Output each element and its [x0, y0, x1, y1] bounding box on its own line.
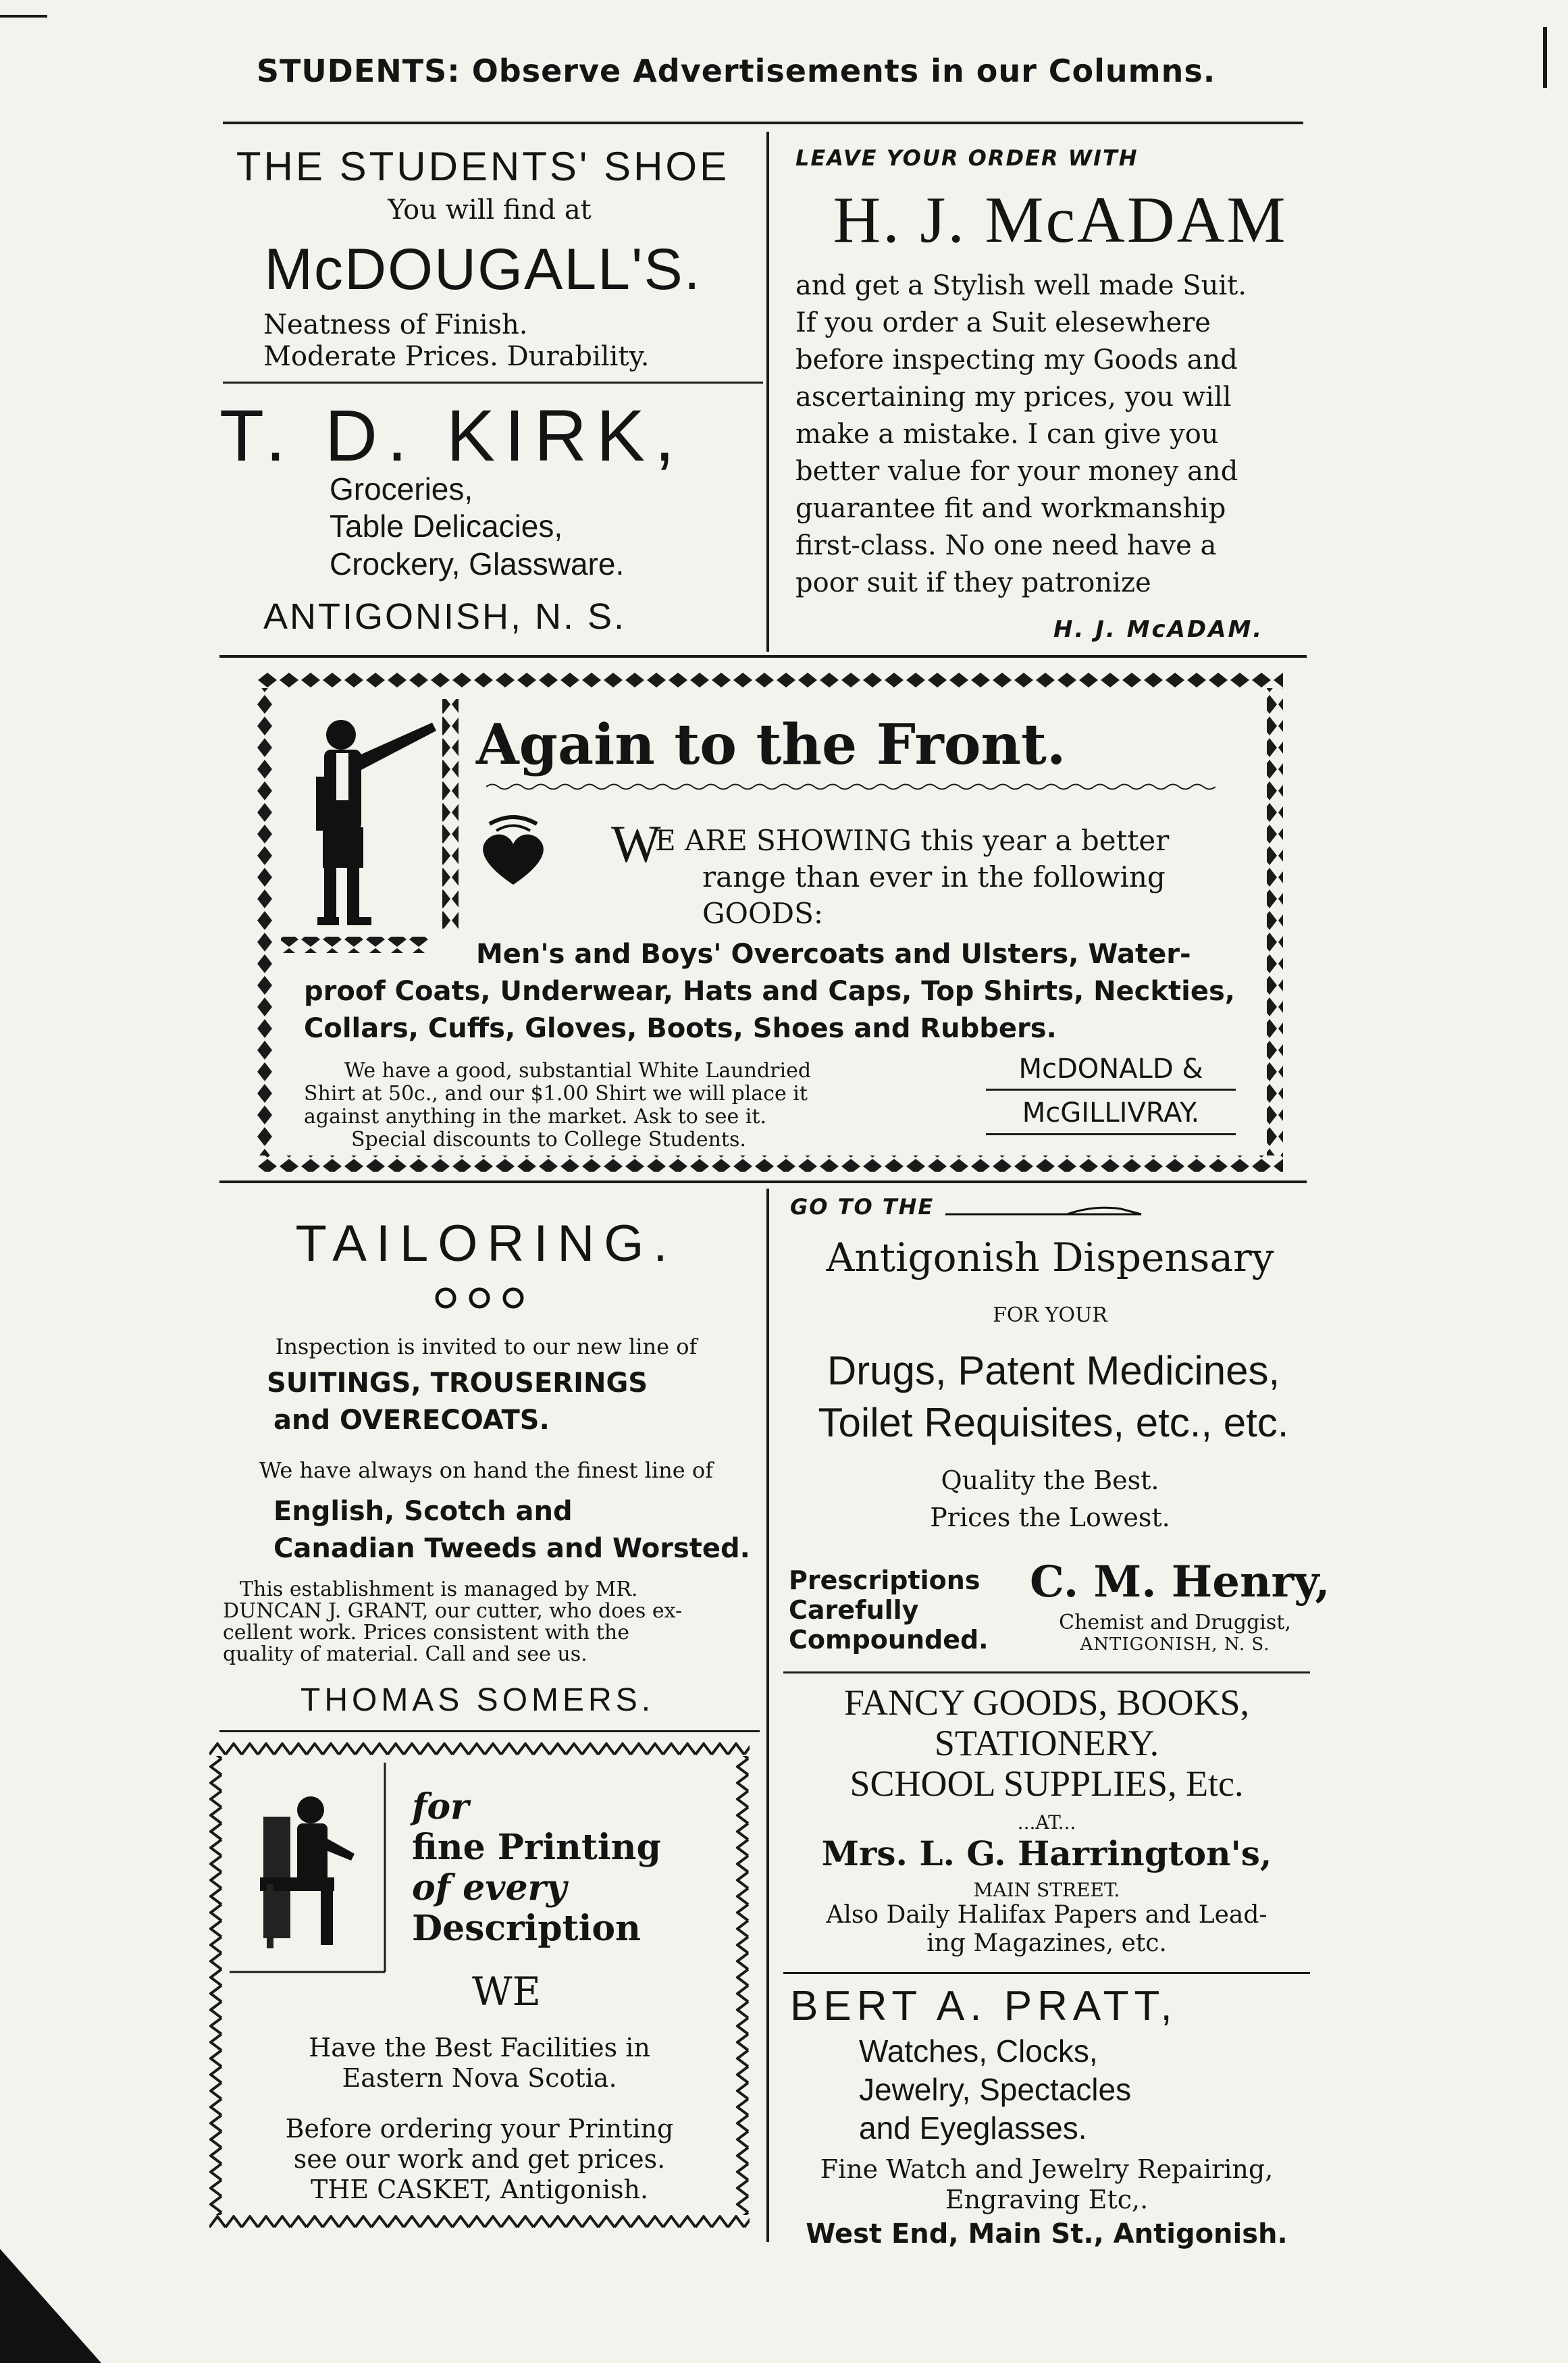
kirk-item-2: Table Delicacies, — [330, 509, 563, 544]
dispensary-rule — [783, 1671, 1310, 1673]
pratt-item-1: Watches, Clocks, — [859, 2033, 1098, 2069]
mcadam-body-7: guarantee fit and workmanship — [795, 493, 1226, 524]
tailoring-stock-intro: We have always on hand the finest line of — [259, 1457, 713, 1483]
dispensary-rx-3: Compounded. — [789, 1625, 989, 1655]
title-wavy-underline — [486, 782, 1216, 791]
printing-facilities-1: Have the Best Facilities in — [309, 2033, 650, 2062]
printing-before-1: Before ordering your Printing — [285, 2114, 674, 2144]
pratt-repair-1: Fine Watch and Jewelry Repairing, — [820, 2154, 1274, 2184]
dispensary-chemist-title: Chemist and Druggist, — [1059, 1611, 1291, 1634]
pratt-repair-2: Engraving Etc,. — [945, 2185, 1149, 2214]
tailoring-manager-3: cellent work. Prices consistent with the — [223, 1621, 629, 1644]
pratt-item-3: and Eyeglasses. — [859, 2110, 1087, 2146]
front-firm-rule — [986, 1089, 1236, 1091]
shoe-kirk-rule — [223, 382, 763, 384]
mcadam-body-9: poor suit if they patronize — [795, 567, 1151, 598]
mcadam-body-1: and get a Stylish well made Suit. — [795, 270, 1247, 301]
pratt-address: West End, Main St., Antigonish. — [806, 2218, 1288, 2250]
top-section-rule — [219, 655, 1307, 658]
tailoring-stock-2: Canadian Tweeds and Worsted. — [273, 1533, 750, 1564]
kirk-item-1: Groceries, — [330, 471, 473, 507]
front-firm-1: McDONALD & — [1018, 1054, 1203, 1085]
fancy-line-1: FANCY GOODS, BOOKS, — [843, 1682, 1250, 1723]
mcadam-name: H. J. McADAM — [833, 184, 1288, 257]
dispensary-goods-2: Toilet Requisites, etc., etc. — [818, 1400, 1289, 1445]
pointer-flourish-icon — [945, 1202, 1148, 1218]
shoe-headline: THE STUDENTS' SHOE — [236, 144, 730, 189]
top-left-scan-mark — [0, 15, 47, 18]
front-ad-title: Again to the Front. — [476, 712, 1066, 777]
mcadam-body-2: If you order a Suit elesewhere — [795, 307, 1211, 338]
tailoring-title: TAILORING. — [295, 1215, 677, 1272]
top-column-divider — [766, 132, 769, 652]
front-firm-2: McGILLIVRAY. — [1022, 1097, 1200, 1128]
fancy-papers-2: ing Magazines, etc. — [926, 1929, 1167, 1957]
dispensary-prices: Prices the Lowest. — [930, 1503, 1170, 1532]
heart-ornament-icon — [476, 810, 550, 891]
corner-scan-mark — [0, 2249, 101, 2363]
front-intro-2: range than ever in the following — [702, 860, 1166, 893]
tailoring-manager-2: DUNCAN J. GRANT, our cutter, who does ex- — [223, 1599, 683, 1623]
fancy-rule — [783, 1972, 1310, 1974]
printing-before-2: see our work and get prices. — [293, 2144, 666, 2174]
shoe-line-2: Moderate Prices. Durability. — [263, 341, 650, 372]
shoe-intro: You will find at — [388, 194, 592, 226]
mcadam-body-4: ascertaining my prices, you will — [795, 382, 1232, 413]
dispensary-quality: Quality the Best. — [941, 1465, 1159, 1495]
mcadam-signature: H. J. McADAM. — [1053, 616, 1264, 643]
dispensary-chemist: C. M. Henry, — [1030, 1557, 1330, 1607]
mcadam-body-3: before inspecting my Goods and — [795, 344, 1238, 375]
middle-section-rule — [219, 1180, 1307, 1183]
dispensary-for: FOR YOUR — [993, 1303, 1107, 1327]
tailoring-manager-1: This establishment is managed by MR. — [240, 1578, 638, 1601]
tailoring-stock-1: English, Scotch and — [273, 1496, 573, 1527]
shoe-store-name: McDOUGALL'S. — [264, 237, 702, 302]
tailoring-manager-4: quality of material. Call and see us. — [223, 1642, 587, 1666]
seated-man-icon — [250, 1790, 358, 1952]
front-note-3: against anything in the market. Ask to see it. — [304, 1105, 766, 1128]
fancy-line-3: SCHOOL SUPPLIES, Etc. — [850, 1763, 1244, 1804]
shoe-line-1: Neatness of Finish. — [263, 309, 528, 340]
kirk-item-3: Crockery, Glassware. — [330, 546, 625, 581]
kirk-location: ANTIGONISH, N. S. — [263, 596, 627, 637]
mcadam-body-6: better value for your money and — [795, 456, 1238, 487]
tailoring-rule — [219, 1730, 760, 1732]
pratt-item-2: Jewelry, Spectacles — [859, 2072, 1132, 2107]
fancy-street: MAIN STREET. — [973, 1879, 1120, 1901]
printing-line-1: for — [412, 1786, 469, 1827]
fancy-store: Mrs. L. G. Harrington's, — [821, 1834, 1272, 1873]
front-goods-2: proof Coats, Underwear, Hats and Caps, Top Shirts, Neckties, — [304, 976, 1235, 1007]
fancy-papers-1: Also Daily Halifax Papers and Lead- — [826, 1901, 1268, 1929]
front-firm-rule-2 — [986, 1133, 1236, 1135]
three-circles-ornament-icon — [432, 1287, 527, 1309]
dispensary-name: Antigonish Dispensary — [826, 1235, 1274, 1280]
front-note-1: We have a good, substantial White Laundried — [344, 1059, 812, 1083]
front-goods-1: Men's and Boys' Overcoats and Ulsters, Water- — [476, 939, 1191, 970]
dispensary-lead: GO TO THE — [790, 1194, 935, 1220]
lower-column-divider — [766, 1189, 769, 2242]
tailoring-proprietor: THOMAS SOMERS. — [300, 1682, 655, 1718]
mcadam-body-5: make a mistake. I can give you — [795, 419, 1219, 450]
front-drop-cap: W — [611, 814, 661, 873]
mcadam-lead: LEAVE YOUR ORDER WITH — [795, 145, 1139, 171]
pratt-name: BERT A. PRATT, — [790, 1983, 1178, 2029]
kirk-name: T. D. KIRK, — [219, 394, 685, 476]
front-note-2: Shirt at 50c., and our $1.00 Shirt we will place it — [304, 1082, 808, 1106]
front-note-4: Special discounts to College Students. — [351, 1128, 746, 1151]
banner-rule — [223, 122, 1303, 124]
printing-publisher: THE CASKET, Antigonish. — [310, 2175, 649, 2204]
dispensary-rx-2: Carefully — [789, 1595, 919, 1625]
fancy-line-2: STATIONERY. — [934, 1723, 1159, 1763]
mcadam-body-8: first-class. No one need have a — [795, 530, 1217, 561]
printing-facilities-2: Eastern Nova Scotia. — [342, 2063, 617, 2093]
fancy-at: ...AT... — [1017, 1811, 1076, 1834]
front-intro-3: GOODS: — [702, 897, 824, 930]
pointing-gentleman-icon — [297, 716, 452, 939]
front-goods-3: Collars, Cuffs, Gloves, Boots, Shoes and Rubbers. — [304, 1013, 1057, 1044]
dispensary-rx-1: Prescriptions — [789, 1565, 981, 1595]
printing-we: WE — [472, 1969, 541, 2015]
right-edge-scan-mark — [1543, 27, 1547, 88]
dispensary-goods-1: Drugs, Patent Medicines, — [827, 1348, 1280, 1393]
tailoring-intro: Inspection is invited to our new line of — [275, 1334, 698, 1359]
printing-line-2: fine Printing — [412, 1827, 661, 1868]
tailoring-goods-1: SUITINGS, TROUSERINGS — [267, 1368, 648, 1399]
printing-line-3: of every — [412, 1867, 567, 1908]
dispensary-chemist-place: ANTIGONISH, N. S. — [1080, 1634, 1270, 1655]
page-banner: STUDENTS: Observe Advertisements in our Columns. — [256, 53, 1216, 89]
printing-line-4: Description — [412, 1908, 641, 1949]
tailoring-goods-2: and OVERECOATS. — [273, 1405, 550, 1436]
front-intro-1: E ARE SHOWING this year a better — [655, 824, 1170, 857]
